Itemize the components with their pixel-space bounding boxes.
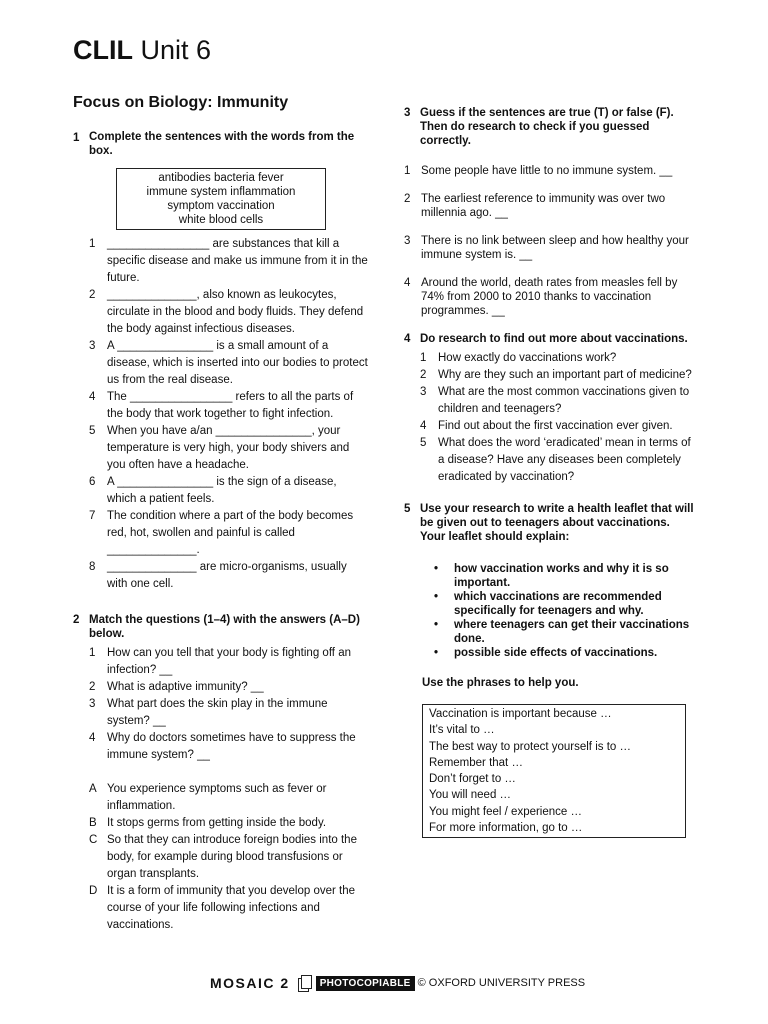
bullet-text: how vaccination works and why it is so important. xyxy=(454,563,669,589)
list-item xyxy=(73,781,368,815)
list-item xyxy=(404,276,694,318)
list-item xyxy=(404,234,694,262)
item-number: 1 xyxy=(89,647,96,659)
exercise-instruction: Use your research to write a health leaflet that will be given out to teenagers about vaccinations. Your leaflet should explain: xyxy=(420,503,694,543)
item-text: The ________________ refers to all the parts of the body that work together to fight infection. xyxy=(107,391,354,420)
list-item xyxy=(73,559,368,593)
item-letter: D xyxy=(89,885,98,897)
exercise-number: 5 xyxy=(404,503,411,515)
exercise-instruction: Guess if the sentences are true (T) or false (F). Then do research to check if you guessed correctly. xyxy=(420,107,674,147)
item-text: It is a form of immunity that you develop over the course of your life following infections and vaccinations. xyxy=(107,885,356,931)
exercise-number: 1 xyxy=(73,132,80,144)
item-text: When you have a/an _______________, your temperature is very high, your body shivers and you often have a headache. xyxy=(107,425,350,471)
exercise-instruction: Match the questions (1–4) with the answers (A–D) below. xyxy=(89,614,360,640)
list-item xyxy=(73,730,368,764)
item-text: Find out about the first vaccination ever given. xyxy=(438,420,673,432)
exercise-number: 2 xyxy=(73,614,80,626)
phrase-line: Vaccination is important because … xyxy=(429,708,612,720)
item-number: 4 xyxy=(89,732,96,744)
exercise-2-questions xyxy=(73,645,368,764)
list-item xyxy=(404,192,694,220)
exercise-1-items xyxy=(73,236,368,593)
item-text: ______________, also known as leukocytes, circulate in the blood and body fluids. They defend the body against infectious diseases. xyxy=(107,289,364,335)
list-item xyxy=(73,883,368,934)
item-text: Why are they such an important part of medicine? xyxy=(438,369,692,381)
item-number: 4 xyxy=(89,391,96,403)
word-box xyxy=(116,168,326,230)
brand-name: MOSAIC 2 xyxy=(210,975,290,991)
exercise-number: 4 xyxy=(404,333,411,345)
item-letter: A xyxy=(89,783,97,795)
bullet-icon: • xyxy=(434,619,439,631)
list-item xyxy=(73,696,368,730)
bullet-item xyxy=(404,646,694,660)
item-number: 3 xyxy=(89,340,96,352)
list-item xyxy=(73,815,368,832)
list-item xyxy=(404,418,694,435)
exercise-2-answers xyxy=(73,781,368,934)
item-text: Around the world, death rates from measles fell by 74% from 2000 to 2010 thanks to vaccination programmes. __ xyxy=(421,277,678,317)
item-text: The condition where a part of the body becomes red, hot, swollen and painful is called ______________. xyxy=(107,510,354,556)
list-item xyxy=(73,236,368,287)
item-text: There is no link between sleep and how healthy your immune system is. __ xyxy=(421,235,689,261)
list-item xyxy=(73,389,368,423)
item-text: So that they can introduce foreign bodies into the body, for example during blood transfusions or organ transplants. xyxy=(107,834,357,880)
item-number: 8 xyxy=(89,561,96,573)
title-bold: CLIL xyxy=(73,35,133,65)
bullet-item xyxy=(404,590,694,618)
right-column xyxy=(404,106,694,838)
exercise-instruction: Do research to find out more about vaccinations. xyxy=(420,333,688,345)
item-number: 6 xyxy=(89,476,96,488)
item-number: 2 xyxy=(89,289,96,301)
bullet-text: which vaccinations are recommended specifically for teenagers and why. xyxy=(454,591,662,617)
word-box-line: antibodies bacteria fever xyxy=(158,172,284,184)
item-text: Why do doctors sometimes have to suppress the immune system? __ xyxy=(107,732,356,761)
item-number: 4 xyxy=(420,420,427,432)
item-number: 2 xyxy=(420,369,427,381)
list-item xyxy=(404,384,694,418)
item-number: 1 xyxy=(420,352,427,364)
list-item xyxy=(73,679,368,696)
phrase-line: For more information, go to … xyxy=(429,822,583,835)
exercise-4-items xyxy=(404,350,694,486)
item-text: How can you tell that your body is fighting off an infection? __ xyxy=(107,647,351,676)
item-number: 5 xyxy=(89,425,96,437)
list-item xyxy=(73,832,368,883)
bullet-icon: • xyxy=(434,563,439,575)
item-number: 3 xyxy=(89,698,96,710)
exercise-instruction: Complete the sentences with the words from the box. xyxy=(89,131,355,157)
item-number: 1 xyxy=(89,238,96,250)
item-number: 2 xyxy=(404,193,411,205)
footer xyxy=(210,975,585,991)
item-text: ________________ are substances that kill a specific disease and make us immune from it in the future. xyxy=(107,238,368,284)
list-item xyxy=(73,423,368,474)
list-item xyxy=(73,645,368,679)
phrase-line: You might feel / experience … xyxy=(429,805,582,818)
item-letter: B xyxy=(89,817,97,829)
item-text: The earliest reference to immunity was over two millennia ago. __ xyxy=(421,193,666,219)
phrase-line: The best way to protect yourself is to … xyxy=(429,740,631,753)
list-item xyxy=(404,164,694,178)
exercise-number: 3 xyxy=(404,107,411,119)
page-title xyxy=(73,34,211,66)
bullet-text: possible side effects of vaccinations. xyxy=(454,647,658,659)
bullet-item xyxy=(404,562,694,590)
item-text: What is adaptive immunity? __ xyxy=(107,681,264,693)
section-title: Focus on Biology: Immunity xyxy=(73,94,289,111)
photocopiable-badge: PHOTOCOPIABLE xyxy=(316,976,415,991)
list-item xyxy=(404,435,694,486)
exercise-1-heading xyxy=(73,130,368,158)
item-number: 4 xyxy=(404,277,411,289)
exercise-3-heading xyxy=(404,106,694,148)
item-text: A _______________ is the sign of a disease, which a patient feels. xyxy=(107,476,337,505)
title-rest: Unit 6 xyxy=(140,35,212,65)
item-number: 7 xyxy=(89,510,96,522)
list-item xyxy=(73,338,368,389)
item-text: What part does the skin play in the immune system? __ xyxy=(107,698,328,727)
item-letter: C xyxy=(89,834,98,846)
left-column xyxy=(73,130,368,934)
item-text: Some people have little to no immune system. __ xyxy=(421,165,673,177)
word-box-line: white blood cells xyxy=(178,214,264,226)
item-number: 3 xyxy=(420,386,427,398)
phrase-line: You will need … xyxy=(429,789,512,802)
list-item xyxy=(73,287,368,338)
item-number: 1 xyxy=(404,165,411,177)
bullet-text: where teenagers can get their vaccinations done. xyxy=(454,619,690,645)
phrases-intro: Use the phrases to help you. xyxy=(422,677,579,689)
exercise-5-bullets xyxy=(404,562,694,660)
bullet-item xyxy=(404,618,694,646)
phrase-box xyxy=(422,704,686,838)
bullet-icon: • xyxy=(434,591,439,603)
item-text: How exactly do vaccinations work? xyxy=(438,352,617,364)
list-item xyxy=(404,367,694,384)
publisher-notice: © OXFORD UNIVERSITY PRESS xyxy=(417,977,586,989)
item-number: 5 xyxy=(420,437,427,449)
item-text: What does the word ‘eradicated’ mean in terms of a disease? Have any diseases been completely eradicated by vaccination? xyxy=(438,437,691,483)
photocopy-icon xyxy=(298,975,310,991)
item-number: 2 xyxy=(89,681,96,693)
exercise-5-heading xyxy=(404,502,694,544)
word-box-line: symptom vaccination xyxy=(167,200,275,212)
exercise-4-heading xyxy=(404,332,694,346)
bullet-icon: • xyxy=(434,647,439,659)
list-item xyxy=(73,474,368,508)
list-item xyxy=(404,350,694,367)
list-item xyxy=(73,508,368,559)
item-text: ______________ are micro-organisms, usually with one cell. xyxy=(107,561,347,590)
exercise-3-items xyxy=(404,164,694,318)
phrase-line: It’s vital to … xyxy=(429,724,495,737)
item-text: It stops germs from getting inside the body. xyxy=(107,817,327,829)
word-box-line: immune system inflammation xyxy=(146,186,296,198)
exercise-2-heading xyxy=(73,613,368,641)
phrase-line: Remember that … xyxy=(429,756,523,769)
item-text: What are the most common vaccinations given to children and teenagers? xyxy=(438,386,690,415)
item-text: A _______________ is a small amount of a disease, which is inserted into our bodies to protect us from the real disease. xyxy=(107,340,368,386)
phrase-line: Don’t forget to … xyxy=(429,773,516,786)
item-number: 3 xyxy=(404,235,411,247)
item-text: You experience symptoms such as fever or inflammation. xyxy=(107,783,327,812)
